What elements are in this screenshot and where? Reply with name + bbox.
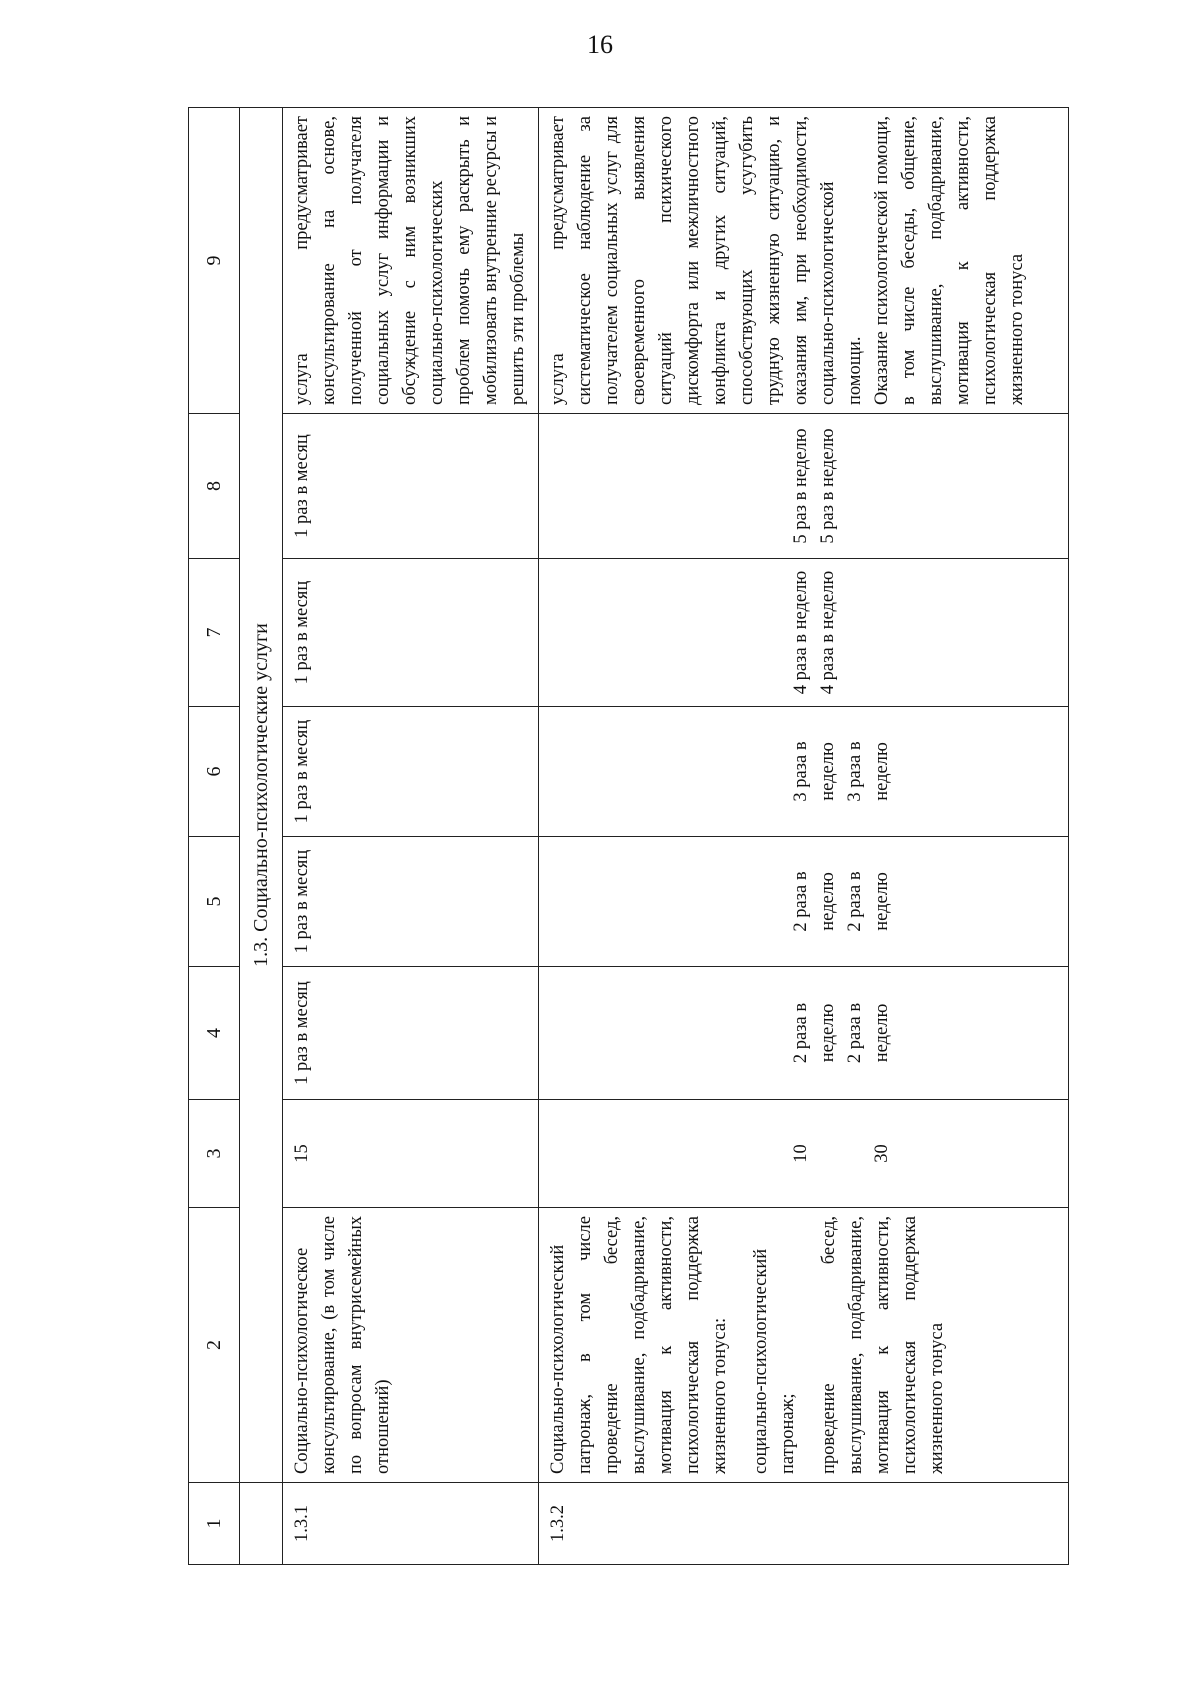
frequency-col8 — [539, 414, 1069, 559]
sub-service-b-c6: 3 раза в неделю — [845, 741, 892, 802]
sub-service-b-c7: 4 раза в неделю — [818, 570, 838, 695]
service-time: 15 — [283, 1100, 539, 1208]
sub-service-a-c5: 2 раза в неделю — [791, 871, 838, 932]
row-number: 1.3.2 — [539, 1483, 1069, 1565]
sub-service-a-c6: 3 раза в неделю — [791, 741, 838, 802]
header-cell-1: 1 — [189, 1483, 240, 1565]
frequency-col7 — [539, 559, 1069, 707]
sub-service-b-time: 30 — [872, 1144, 892, 1163]
sub-service-a-name: социально-психологический патронаж; — [751, 1248, 798, 1474]
service-name: Социально-психологическое консультирование, (в том числе по вопросам внутрисемейных отношений) — [283, 1208, 539, 1483]
frequency-col4: 1 раз в месяц — [283, 967, 539, 1100]
page-number: 16 — [587, 30, 613, 59]
header-cell-9: 9 — [189, 108, 240, 414]
frequency-col5: 1 раз в месяц — [283, 837, 539, 967]
sub-service-b-description: Оказание психологической помощи, в том числе беседы, общение, выслушивание, подбадривание, мотивация к активности, психологическая поддержка жизненного тонуса — [872, 116, 1027, 405]
row-number: 1.3.1 — [283, 1483, 539, 1565]
service-description — [539, 108, 1069, 414]
section-blank-cell — [240, 1483, 283, 1565]
service-name — [539, 1208, 1069, 1483]
sub-service-b-c4: 2 раза в неделю — [845, 1002, 892, 1064]
header-cell-5: 5 — [189, 837, 240, 967]
service-time — [539, 1100, 1069, 1208]
header-cell-7: 7 — [189, 559, 240, 707]
sub-service-b-name: проведение бесед, выслушивание, подбадривание, мотивация к активности, психологическая поддержка жизненного тонуса — [819, 1216, 947, 1474]
sub-service-b-c5: 2 раза в неделю — [845, 871, 892, 932]
header-cell-8: 8 — [189, 414, 240, 559]
header-cell-2: 2 — [189, 1208, 240, 1483]
services-table — [188, 107, 1069, 1565]
service-description: услуга предусматривает консультирование на основе, полученной от получателя социальных услуг информации и обсуждение с ним возникших социально-психологических проблем помочь ему раскрыть и мобилизовать внутренние ресурсы и решить эти проблемы — [283, 108, 539, 414]
frequency-col6: 1 раз в месяц — [283, 707, 539, 837]
header-cell-3: 3 — [189, 1100, 240, 1208]
header-cell-6: 6 — [189, 707, 240, 837]
frequency-col7: 1 раз в месяц — [283, 559, 539, 707]
sub-service-a-c7: 4 раза в неделю — [791, 570, 811, 695]
table-row — [539, 108, 1069, 1565]
frequency-col6 — [539, 707, 1069, 837]
table-row — [283, 108, 539, 1565]
rotated-table-frame — [188, 108, 1069, 1565]
sub-service-b-c8: 5 раз в неделю — [818, 428, 838, 544]
table-container — [188, 108, 1069, 1565]
sub-service-a-c8: 5 раз в неделю — [791, 428, 811, 544]
frequency-col8: 1 раз в месяц — [283, 414, 539, 559]
sub-service-a-c4: 2 раза в неделю — [791, 1002, 838, 1064]
frequency-col4 — [539, 967, 1069, 1100]
sub-service-a-time: 10 — [791, 1144, 811, 1163]
section-title: 1.3. Социально-психологические услуги — [240, 108, 283, 1483]
section-row — [240, 108, 283, 1565]
service-description-main: услуга предусматривает систематическое наблюдение за получателем социальных услуг для своевременного выявления ситуаций психического дискомфорта или межличностного конфликта и других ситуаций, способствующих усугубить трудную жизненную ситуацию, и оказания им, при необходимости, социально-психологической помощи. — [548, 116, 865, 405]
header-row — [189, 108, 240, 1565]
frequency-col5 — [539, 837, 1069, 967]
header-cell-4: 4 — [189, 967, 240, 1100]
service-name-main: Социально-психологический патронаж, в том числе проведение бесед, выслушивание, подбадривание, мотивация к активности, психологическая поддержка жизненного тонуса: — [548, 1216, 730, 1474]
